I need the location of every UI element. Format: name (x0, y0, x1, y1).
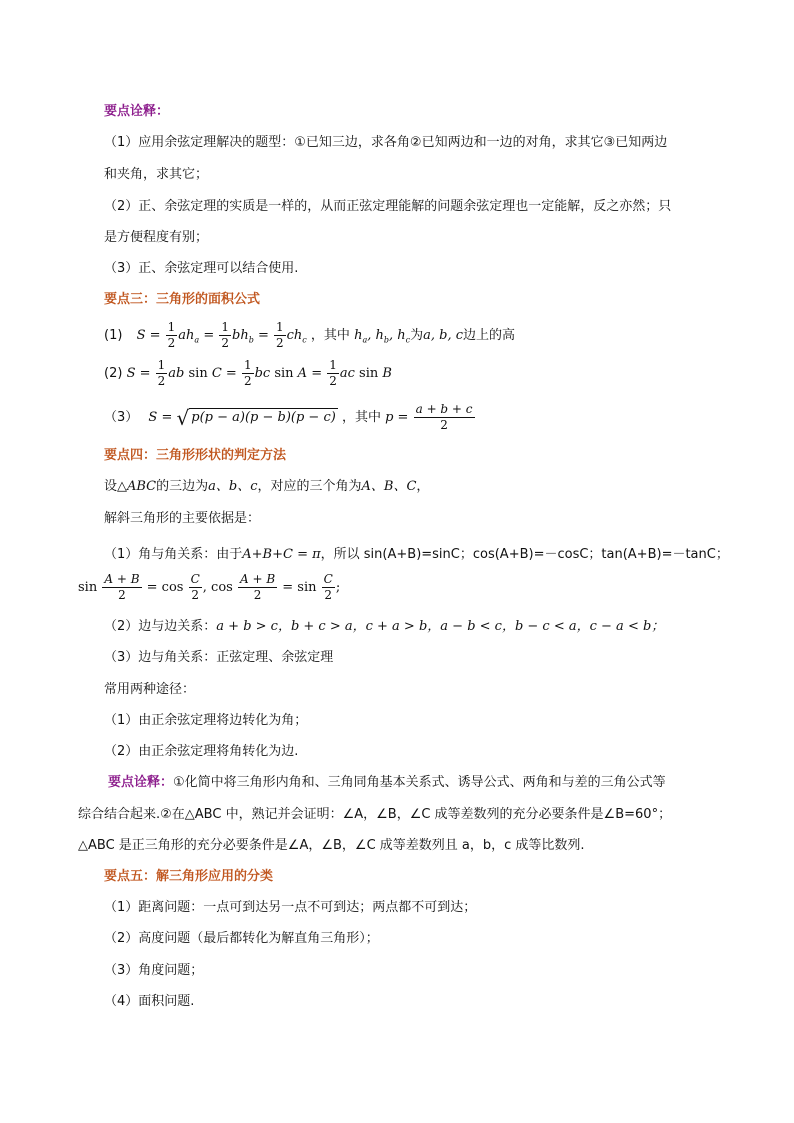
paragraph-line: 综合结合起来.②在△ABC 中，熟记并会证明：∠A，∠B，∠C 成等差数列的充分必要条件是∠B=60°； (78, 807, 672, 822)
list-item: （2）由正余弦定理将角转化为边. (104, 744, 299, 759)
section-heading-shape-judgment: 要点四：三角形形状的判定方法 (104, 448, 287, 463)
formula-label: （3） (104, 410, 139, 425)
formula-label: (1) (104, 328, 123, 343)
section-heading-notes: 要点诠释： (108, 775, 174, 790)
relation-angle-angle: （1）角与角关系：由于A+B+C = π，所以 sin(A+B)=sinC；cos(A+B)=－cosC；tan(A+B)=－tanC； (104, 547, 729, 562)
formula-half-angle: sin $\frac{A + B}{2}$ = cos $\frac{C}{2}$ , cos $\frac{A + B}{2}$ = sin $\frac{C}{2}$ ; (78, 572, 341, 602)
paragraph-line: 和夹角，求其它； (104, 167, 209, 182)
formula-line-3: （3） S = √ p(p − a)(p − b)(p − c) ，其中 p = $\frac{a + b + c}{2}$ (104, 402, 473, 432)
list-item: （1）由正余弦定理将边转化为角； (104, 713, 308, 728)
section-heading-notes: 要点诠释： (104, 104, 170, 119)
section-heading-application-types: 要点五：解三角形应用的分类 (104, 869, 274, 884)
paragraph-line: （1）应用余弦定理解决的题型：①已知三边，求各角②已知两边和一边的对角，求其它③已知两边 (104, 135, 668, 150)
paragraph-line: △ABC 是正三角形的充分必要条件是∠A，∠B，∠C 成等差数列且 a，b，c 成等比数列. (78, 838, 585, 853)
paragraph-line: 常用两种途径： (104, 682, 196, 697)
relation-side-side: （2）边与边关系：a + b > c，b + c > a，c + a > b，a − b < c，b − c < a，c − a < b； (104, 619, 665, 634)
list-item: （3）角度问题； (104, 963, 204, 978)
paragraph-line: 设△ABC的三边为a、b、c，对应的三个角为A、B、C， (104, 479, 430, 494)
paragraph-line: 是方便程度有别； (104, 230, 209, 245)
paragraph-line: 解斜三角形的主要依据是： (104, 511, 261, 526)
notes-paragraph-line: 要点诠释：①化简中将三角形内角和、三角同角基本关系式、诱导公式、两角和与差的三角公式等 (108, 775, 666, 790)
formula-line-2: (2) S = $\frac{1}{2}$ ab sin C = $\frac{1}{2}$ bc sin A = $\frac{1}{2}$ ac sin B (104, 358, 392, 388)
formula-label: (2) (104, 366, 123, 381)
section-heading-area-formula: 要点三：三角形的面积公式 (104, 292, 261, 307)
formula-line-1: (1) S = $\frac{1}{2}$ $ah_a$ = $\frac{1}{2}$ $bh_b$ = $\frac{1}{2}$ $ch_c$ ，其中 $h_a$, $h_b$, $h_c$为a, b, c边上的高 (104, 320, 516, 350)
relation-side-angle: （3）边与角关系：正弦定理、余弦定理 (104, 650, 334, 665)
list-item: （4）面积问题. (104, 994, 195, 1009)
paragraph-line: （2）正、余弦定理的实质是一样的，从而正弦定理能解的问题余弦定理也一定能解，反之亦然；只 (104, 199, 672, 214)
list-item: （2）高度问题（最后都转化为解直角三角形）； (104, 931, 379, 946)
list-item: （1）距离问题：一点可到达另一点不可到达；两点都不可到达； (104, 900, 477, 915)
paragraph-line: （3）正、余弦定理可以结合使用. (104, 261, 299, 276)
